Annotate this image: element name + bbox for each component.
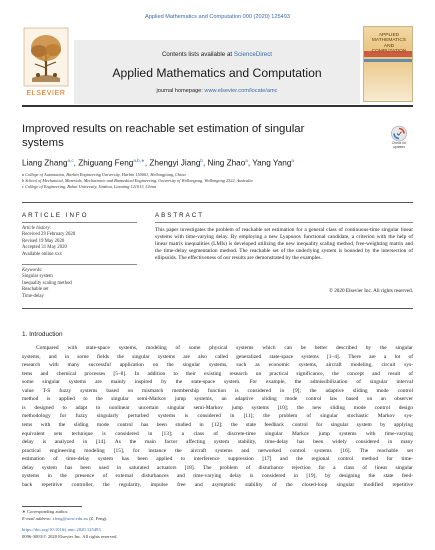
contents-line (74, 51, 360, 58)
introduction-line: Compared with state-space systems, modeling of some physical systems which can be better described by the singular (36, 345, 413, 351)
introduction-line: systems in the presence of external disturbances and time-varying delay is considered in [19], by designing the state feed- (22, 473, 413, 480)
author-name[interactable]: Yang Yang (252, 158, 292, 168)
author-list: Liang Zhang$^{a,c}$, Zhiguang Feng$^{a,b,∗}$, Zhengyi Jiang$^b$, Ning Zhao$^a$, Yang Yang$^a$ (22, 158, 294, 168)
author-name[interactable]: Liang Zhang (22, 158, 68, 168)
homepage-prefix: journal homepage: (156, 88, 203, 94)
sciencedirect-link[interactable]: ScienceDirect (233, 51, 273, 58)
masthead-divider (22, 105, 413, 107)
author-affil-marks[interactable]: a,c (67, 158, 74, 163)
check-for-updates-label (386, 142, 412, 150)
history-revised: Revised 19 May 2020 (22, 238, 65, 244)
history-received: Received 29 February 2020 (22, 232, 76, 238)
journal-cover-thumbnail[interactable] (363, 26, 413, 102)
abstract-text: This paper investigates the problem of reachable set estimation for a general class of continuous-time singular linear systems with time-varying delay. By employing a new Lyapunov functional candidate, a criterion with the help of linear matrix inequalities (LMIs) is developed utilizing the new inequality scaling method, free-weighting matrix and the time-delay segmentation method. The reachable set of the underlying system is bounded by the intersection of ellipsoids. The effectiveness of our results are demonstrated by the examples. (155, 227, 413, 261)
email-note (22, 516, 413, 521)
email-prefix: E-mail address: (22, 516, 52, 521)
cover-stripe (364, 51, 412, 57)
keywords-label: Keywords: (22, 268, 43, 273)
article-history-label: Article history: (22, 226, 52, 231)
introduction-heading: 1. Introduction (22, 331, 63, 338)
homepage-link[interactable]: www.elsevier.com/locate/amc (204, 88, 278, 94)
elsevier-logo[interactable] (22, 26, 70, 102)
keyword-item[interactable]: Time-delay (22, 293, 44, 299)
introduction-line: tems with the sliding mode control has been studied in [12]; the state feedback control for singular system by applying (22, 421, 413, 428)
author-name[interactable]: Zhiguang Feng (78, 158, 134, 168)
keyword-item[interactable]: Singular system (22, 274, 53, 280)
email-link[interactable]: zfeng@uow.edu.au (52, 516, 88, 521)
journal-title[interactable]: Applied Mathematics and Computation (112, 66, 322, 80)
abstract-rule (155, 222, 413, 223)
running-head: Applied Mathematics and Computation 000 (2020) 125493 (145, 14, 290, 20)
history-accepted: Accepted 31 May 2020 (22, 245, 67, 251)
introduction-line: equivalent sets technique is considered in [13]; a class of discrete-time singular Markov jump systems with time-varying (22, 430, 413, 437)
introduction-line: is designed to adapt to nonlinear uncertain singular semi-Markov jump systems [10]; the new sliding mode control design (22, 404, 413, 411)
homepage-line (74, 88, 360, 94)
introduction-line: practical engineering modeling [15], for instance the aircraft systems and networked control systems [16]. The reachable set (22, 447, 413, 454)
introduction-line: method is applied to the singular semi-Markov jump systems, an adaptive sliding mode control law based on an observer (22, 396, 413, 403)
author-name[interactable]: Ning Zhao (207, 158, 246, 168)
introduction-line: tems and chemical processes [5–8]. In addition to their existing research on practical significance, the concept and result of (22, 370, 413, 377)
article-title (22, 122, 322, 150)
abstract-copyright: © 2020 Elsevier Inc. All rights reserved. (328, 288, 413, 294)
corresponding-author-note: ∗ Corresponding author. (22, 509, 69, 514)
affiliation-c: c College of Engineering, Bohai University, Jinzhou, Liaoning 121013, China (22, 184, 157, 189)
article-info-heading: ARTICLE INFO (22, 212, 89, 219)
keywords-rule (22, 264, 137, 265)
introduction-line: delay is analyzed in [14]. As the main factor affecting system stability, time-delay has been widely considered in many (22, 439, 413, 446)
badge-line-2: updates (392, 144, 406, 149)
journal-masthead (22, 26, 413, 104)
introduction-line: some singular systems are mainly inspired by the state-space system. For example, the admissibilization of singular interval (22, 379, 413, 386)
body-divider (22, 308, 413, 309)
introduction-line: methodology for fuzzy singularly perturbed systems is considered in [11]; the problem of singular stochastic Markov sys- (22, 413, 413, 420)
keyword-item[interactable]: Reachable set (22, 287, 49, 293)
introduction-line: research with many successful application on the singular systems, such as economic systems, aircraft modeling, circuit sys- (22, 362, 413, 369)
article-info-rule (22, 222, 137, 223)
affiliation-a: a College of Automation, Harbin Engineering University, Harbin 150001, Heilongjiang, China (22, 172, 186, 177)
journal-banner (74, 40, 360, 104)
affiliation-b: b School of Mechanical, Materials, Mechatronic and Biomedical Engineering, University of Wollongong, Wollongong 2522, Australia (22, 178, 253, 183)
article-title-line-1: Improved results on reachable set estimation of singular (22, 123, 305, 135)
check-for-updates-badge[interactable] (386, 125, 412, 153)
introduction-line: back repetitive controller, the regularity, impulse free and asymptotic stability of the closed-loop singular modified repetitive (22, 481, 413, 488)
article-title-line-2: systems (22, 137, 64, 149)
keyword-item[interactable]: Inequality scaling method (22, 280, 72, 286)
elsevier-wordmark: ELSEVIER (26, 90, 66, 97)
author-affil-marks[interactable]: a (245, 158, 248, 163)
email-suffix: (Z. Feng). (88, 516, 108, 521)
introduction-line: systems, and in some fields the singular systems are also called generalized state-space systems [1–4]. There are a lot of (22, 353, 413, 360)
badge-line-1: Check for (391, 141, 407, 145)
article-history (22, 226, 130, 258)
issn-line: 0096-3003/© 2020 Elsevier Inc. All rights reserved. (22, 534, 118, 539)
history-online: Available online xxx (22, 251, 62, 257)
author-affil-marks[interactable]: a,b,∗ (133, 158, 145, 163)
cover-title: APPLIED MATHEMATICS AND (371, 33, 407, 49)
front-matter-divider (22, 202, 413, 203)
doi-link[interactable]: https://doi.org/10.1016/j.amc.2020.125493 (22, 527, 101, 532)
author-name[interactable]: Zhengyi Jiang (149, 158, 201, 168)
keywords-block (22, 268, 130, 300)
introduction-line: estimation of time-delay system has been applied to interference suppression [17] and the regional control method for time- (22, 456, 413, 463)
footnote-rule (22, 506, 82, 507)
author-affil-marks[interactable]: b (200, 158, 203, 163)
introduction-line: value T-S fuzzy systems based on mismatch membership function is considered in [9]; the adaptive sliding mode control (22, 387, 413, 394)
elsevier-tree-icon (22, 26, 70, 88)
introduction-line: delay system has been used in saturated actuators [18]. The problem of disturbance rejection for a class of linear singular (22, 464, 413, 471)
contents-prefix: Contents lists available at (161, 51, 233, 58)
cover-stripe-secondary (364, 59, 412, 62)
abstract-heading: ABSTRACT (155, 212, 205, 219)
author-affil-marks[interactable]: a (291, 158, 294, 163)
